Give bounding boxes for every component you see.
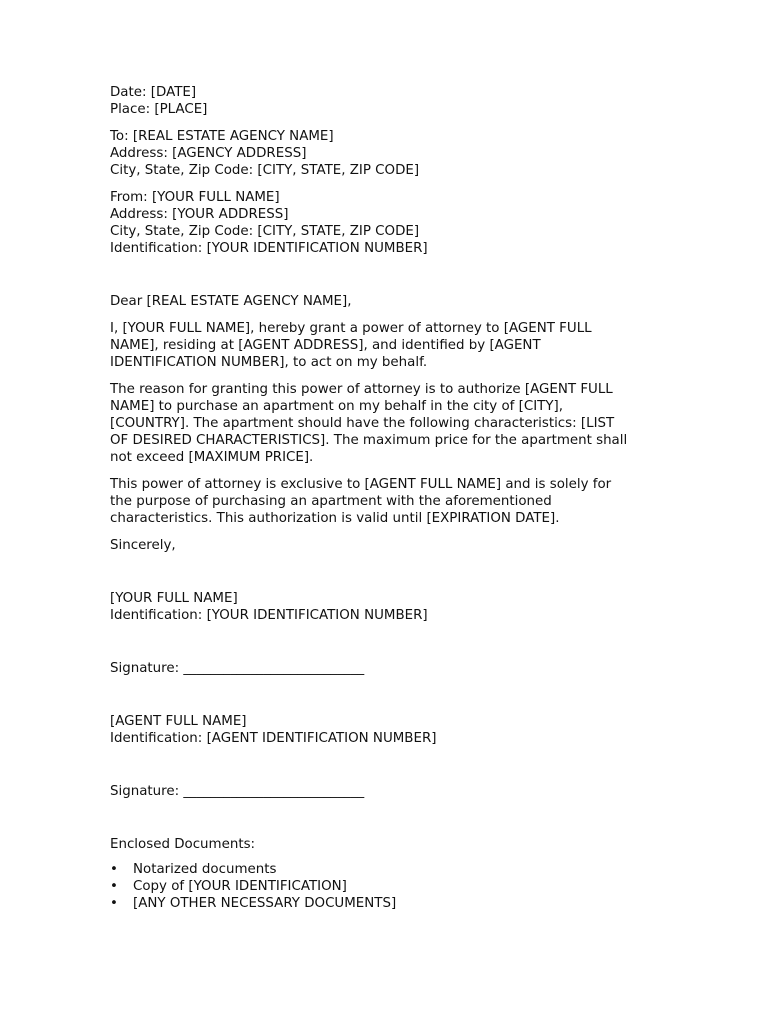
paragraph-line: OF DESIRED CHARACTERISTICS]. The maximum price for the apartment shall bbox=[110, 433, 628, 448]
list-item bbox=[110, 895, 670, 912]
paragraph-line: characteristics. This authorization is valid until [EXPIRATION DATE]. bbox=[110, 511, 560, 526]
paragraph-line: The reason for granting this power of attorney is to authorize [AGENT FULL bbox=[110, 382, 613, 397]
list-item-text: Copy of [YOUR IDENTIFICATION] bbox=[133, 879, 347, 894]
paragraph-line: This power of attorney is exclusive to [AGENT FULL NAME] and is solely for bbox=[110, 477, 612, 492]
salutation-text: Dear [REAL ESTATE AGENCY NAME], bbox=[110, 294, 352, 309]
bullet-icon: • bbox=[110, 879, 118, 894]
paragraph-line: I, [YOUR FULL NAME], hereby grant a power of attorney to [AGENT FULL bbox=[110, 321, 592, 336]
agent-signature-text: Signature: ___________________________ bbox=[110, 784, 365, 799]
list-item bbox=[110, 861, 670, 878]
paragraph-line: IDENTIFICATION NUMBER], to act on my behalf. bbox=[110, 355, 428, 370]
principal-signature-text: Signature: ___________________________ bbox=[110, 661, 365, 676]
principal-block bbox=[110, 590, 670, 624]
enclosed-label-text: Enclosed Documents: bbox=[110, 837, 256, 852]
paragraph-exclusivity bbox=[110, 476, 670, 527]
agent-identification: Identification: [AGENT IDENTIFICATION NUMBER] bbox=[110, 731, 437, 746]
paragraph-reason bbox=[110, 381, 670, 466]
recipient-address: Address: [AGENCY ADDRESS] bbox=[110, 146, 307, 161]
recipient-name: To: [REAL ESTATE AGENCY NAME] bbox=[110, 129, 334, 144]
bullet-icon: • bbox=[110, 896, 118, 911]
letter-document bbox=[110, 84, 670, 912]
list-item-text: Notarized documents bbox=[133, 862, 277, 877]
date-place-block bbox=[110, 84, 670, 118]
salutation bbox=[110, 293, 670, 310]
recipient-block bbox=[110, 128, 670, 179]
enclosed-documents-list bbox=[110, 861, 670, 912]
sender-identification: Identification: [YOUR IDENTIFICATION NUMBER] bbox=[110, 241, 428, 256]
list-item-text: [ANY OTHER NECESSARY DOCUMENTS] bbox=[133, 896, 397, 911]
paragraph-line: not exceed [MAXIMUM PRICE]. bbox=[110, 450, 314, 465]
sender-city: City, State, Zip Code: [CITY, STATE, ZIP CODE] bbox=[110, 224, 420, 239]
enclosed-documents-heading bbox=[110, 836, 670, 853]
principal-identification: Identification: [YOUR IDENTIFICATION NUMBER] bbox=[110, 608, 428, 623]
sender-name: From: [YOUR FULL NAME] bbox=[110, 190, 280, 205]
sender-address: Address: [YOUR ADDRESS] bbox=[110, 207, 289, 222]
principal-name: [YOUR FULL NAME] bbox=[110, 591, 238, 606]
paragraph-line: NAME], residing at [AGENT ADDRESS], and identified by [AGENT bbox=[110, 338, 541, 353]
agent-block bbox=[110, 713, 670, 747]
paragraph-grant bbox=[110, 320, 670, 371]
recipient-city: City, State, Zip Code: [CITY, STATE, ZIP CODE] bbox=[110, 163, 420, 178]
paragraph-line: the purpose of purchasing an apartment with the aforementioned bbox=[110, 494, 552, 509]
paragraph-line: NAME] to purchase an apartment on my behalf in the city of [CITY], bbox=[110, 399, 564, 414]
list-item bbox=[110, 878, 670, 895]
place-line: Place: [PLACE] bbox=[110, 102, 208, 117]
bullet-icon: • bbox=[110, 862, 118, 877]
principal-signature-line bbox=[110, 660, 670, 677]
agent-name: [AGENT FULL NAME] bbox=[110, 714, 247, 729]
closing bbox=[110, 537, 670, 554]
sender-block bbox=[110, 189, 670, 257]
closing-text: Sincerely, bbox=[110, 538, 176, 553]
date-line: Date: [DATE] bbox=[110, 85, 197, 100]
agent-signature-line bbox=[110, 783, 670, 800]
paragraph-line: [COUNTRY]. The apartment should have the following characteristics: [LIST bbox=[110, 416, 615, 431]
